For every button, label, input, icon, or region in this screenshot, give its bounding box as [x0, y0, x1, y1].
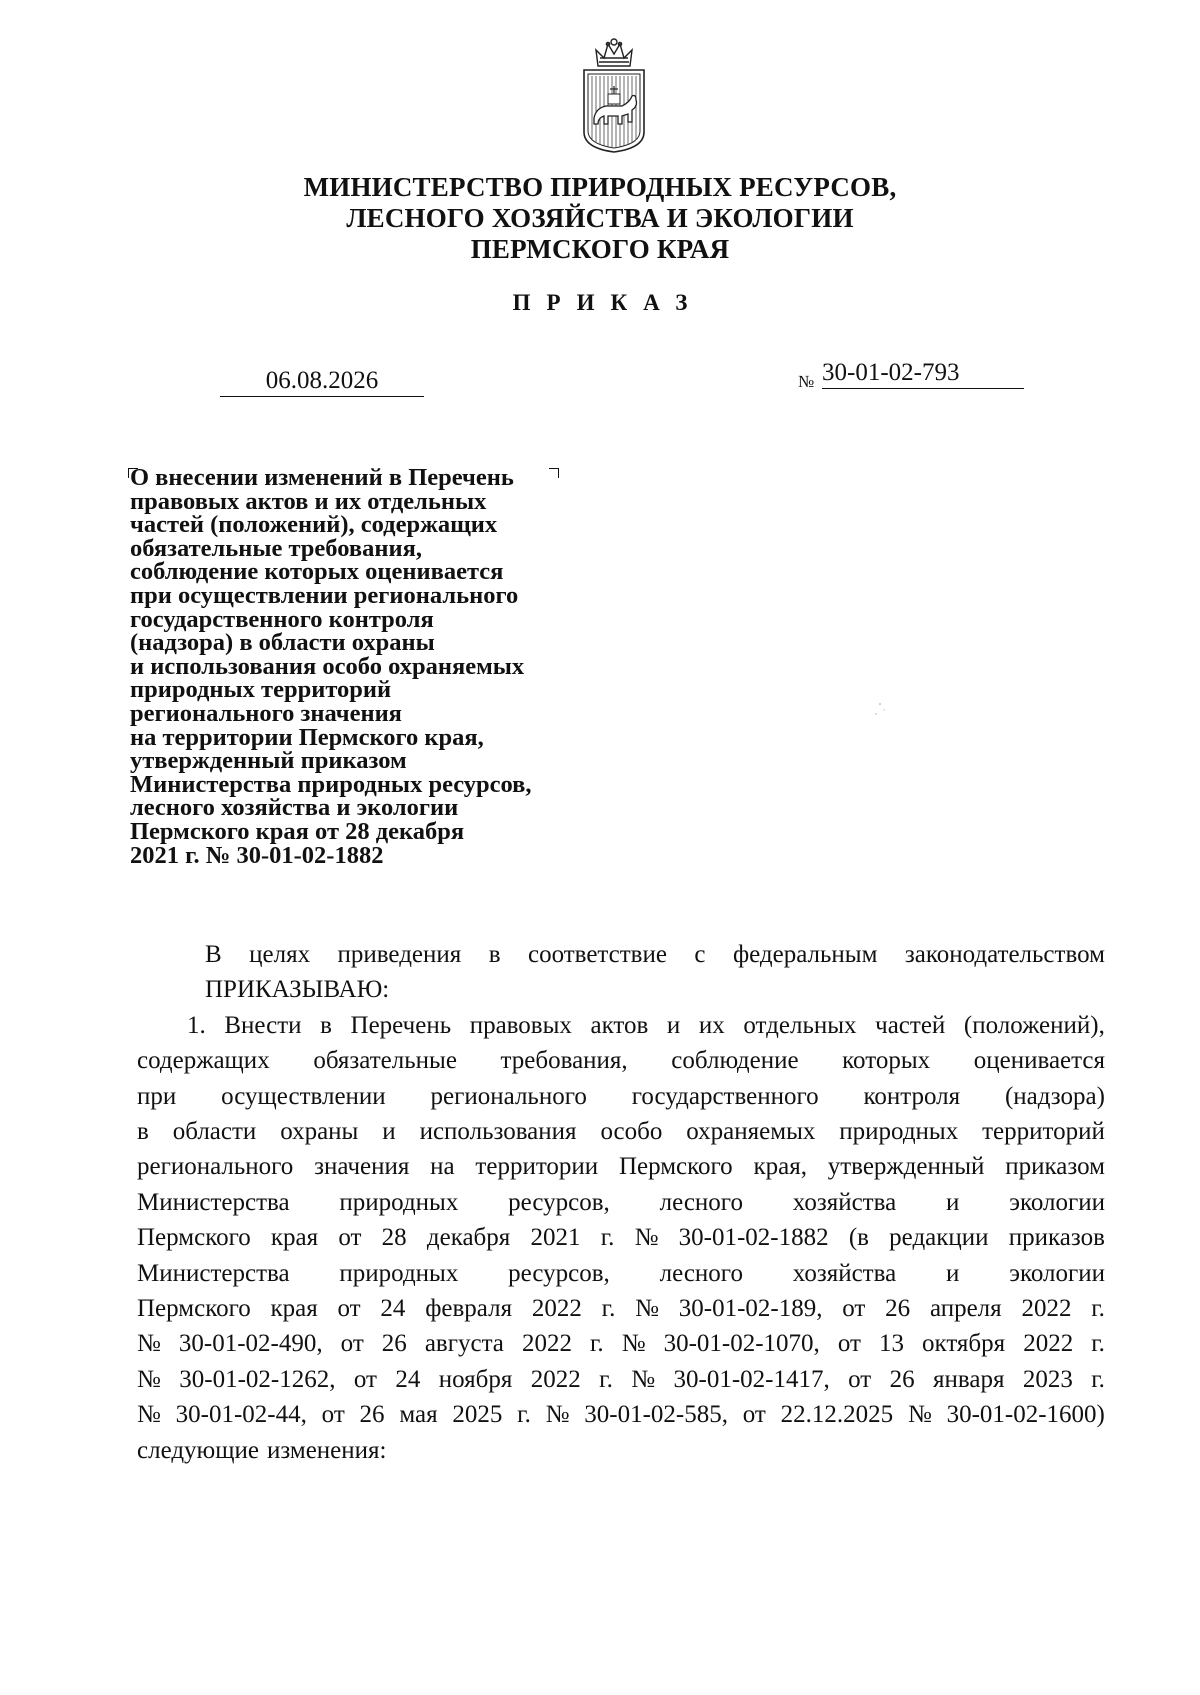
subject-line: государственного контроля: [130, 605, 434, 633]
scan-speckle: [850, 700, 890, 720]
subject-line: регионального значения: [130, 699, 402, 727]
order-body: [137, 937, 1105, 1468]
body-line: при осуществлении регионального государственного контроля (надзора): [137, 1082, 1105, 1110]
number-sign: №: [798, 372, 815, 391]
order-number: 30-01-02-793: [822, 359, 1024, 389]
subject-line: на территории Пермского края,: [130, 723, 484, 751]
body-line: следующие изменения:: [137, 1436, 387, 1464]
ministry-line-3: ПЕРМСКОГО КРАЯ: [470, 234, 730, 264]
subject-line: правовых актов и их отдельных: [130, 487, 487, 515]
subject-line: соблюдение которых оценивается: [130, 558, 504, 586]
subject-line: 2021 г. № 30-01-02-1882: [130, 841, 384, 869]
subject-line: Министерства природных ресурсов,: [130, 770, 532, 798]
ministry-name: [0, 172, 1200, 265]
body-line: В целях приведения в соответствие с федеральным законодательством: [205, 941, 1105, 968]
body-line: № 30-01-02-44, от 26 мая 2025 г. № 30-01-02-585, от 22.12.2025 № 30-01-02-1600): [137, 1401, 1105, 1429]
subject-line: и использования особо охраняемых: [130, 652, 525, 680]
subject-line: при осуществлении регионального: [130, 581, 519, 609]
subject-line: лесного хозяйства и экологии: [130, 794, 459, 822]
perm-krai-coat-of-arms-icon: [578, 36, 650, 154]
body-line: Пермского края от 24 февраля 2022 г. № 30-01-02-189, от 26 апреля 2022 г.: [137, 1295, 1105, 1323]
subject-line: частей (положений), содержащих: [130, 511, 498, 539]
order-date: 06.08.2026: [220, 367, 424, 397]
body-line: ПРИКАЗЫВАЮ:: [205, 976, 390, 1004]
body-line: Пермского края от 28 декабря 2021 г. № 30-01-02-1882 (в редакции приказов: [137, 1224, 1105, 1252]
body-line: регионального значения на территории Пермского края, утвержденный приказом: [137, 1153, 1105, 1181]
subject-line: Пермского края от 28 декабря: [130, 817, 465, 845]
body-line: содержащих обязательные требования, соблюдение которых оценивается: [137, 1047, 1105, 1075]
subject-line: утвержденный приказом: [130, 747, 407, 775]
ministry-line-2: ЛЕСНОГО ХОЗЯЙСТВА И ЭКОЛОГИИ: [346, 203, 854, 233]
ministry-line-1: МИНИСТЕРСТВО ПРИРОДНЫХ РЕСУРСОВ,: [303, 172, 897, 202]
subject-line: обязательные требования,: [130, 534, 422, 562]
body-line: № 30-01-02-1262, от 24 ноября 2022 г. № 30-01-02-1417, от 26 января 2023 г.: [137, 1365, 1105, 1393]
body-line: Министерства природных ресурсов, лесного хозяйства и экологии: [137, 1188, 1105, 1216]
document-type: ПРИКАЗ: [512, 290, 704, 315]
subject-line: природных территорий: [130, 676, 392, 704]
body-line: Министерства природных ресурсов, лесного хозяйства и экологии: [137, 1259, 1105, 1287]
subject-line: (надзора) в области охраны: [130, 629, 435, 657]
subject-line: О внесении изменений в Перечень: [130, 464, 514, 491]
order-subject: [130, 466, 610, 867]
body-line: в области охраны и использования особо охраняемых природных территорий: [137, 1118, 1105, 1146]
body-line: № 30-01-02-490, от 26 августа 2022 г. № 30-01-02-1070, от 13 октября 2022 г.: [137, 1330, 1105, 1358]
body-line: 1. Внести в Перечень правовых актов и их отдельных частей (положений),: [187, 1011, 1105, 1039]
